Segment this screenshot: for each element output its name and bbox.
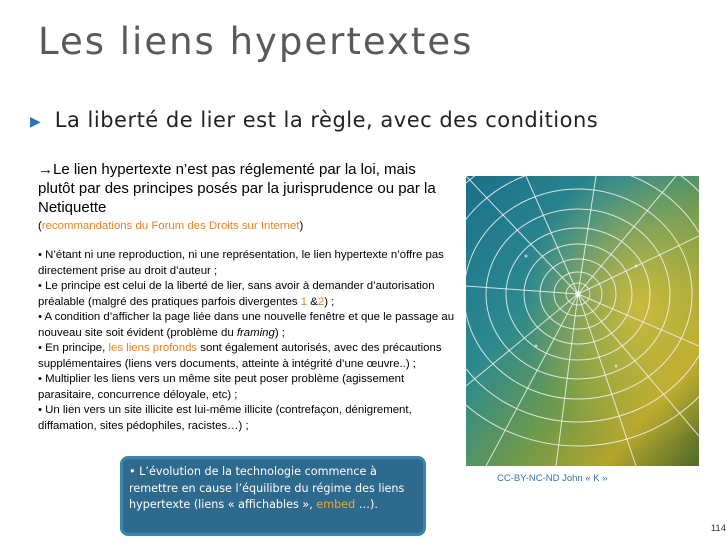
example-link-2[interactable]: 2 — [317, 295, 325, 308]
list-item: • Multiplier les liens vers un même site peut poser problème (agissement parasitaire, concurrence déloyale, etc) ; — [38, 373, 405, 401]
image-credit: CC-BY-NC-ND John « K » — [497, 473, 608, 484]
list-item — [38, 279, 463, 310]
deep-links-link[interactable]: les liens profonds — [108, 342, 198, 354]
embed-link[interactable]: embed — [316, 498, 356, 511]
list-item-text: • A condition d’afficher la page liée dans une nouvelle fenêtre et que le passage au nouveau site soit évident (problème du — [38, 311, 455, 339]
list-item — [38, 310, 463, 341]
paren-close: ) — [299, 220, 304, 232]
example-link-1[interactable]: 1 — [300, 295, 308, 308]
callout-text-end: …). — [355, 498, 378, 511]
technology-callout-box — [120, 456, 426, 536]
list-item — [38, 341, 463, 372]
intro-paragraph — [38, 160, 438, 234]
main-bullet — [30, 108, 598, 132]
slide-title: Les liens hypertextes — [38, 20, 474, 63]
bullet-triangle-icon: ▶ — [30, 112, 41, 129]
list-item: • N’étant ni une reproduction, ni une représentation, le lien hypertexte n’offre pas directement prise au droit d’auteur ; — [38, 249, 444, 277]
paren-open: ( — [38, 220, 42, 232]
list-item-text: ) ; — [324, 295, 335, 308]
ampersand: & — [307, 295, 318, 308]
list-item-text: ) ; — [274, 326, 285, 339]
framing-term: framing — [236, 326, 275, 339]
rules-list — [38, 248, 463, 434]
intro-text: Le lien hypertexte n’est pas réglementé par la loi, mais plutôt par des principes posés par la jurisprudence ou par la Netiquette — [38, 161, 436, 216]
arrow-icon: → — [38, 161, 53, 178]
list-item-text: sont également autorisés, avec des précautions supplémentaires (liens vers documents, atteinte à intégrité d’une œuvre..) ; — [38, 342, 442, 370]
page-number: 114 — [710, 523, 726, 534]
forum-recommendations-link[interactable]: recommandations du Forum des Droits sur Internet — [41, 220, 300, 232]
callout-text: • L’évolution de la technologie commence à remettre en cause l’équilibre du régime des liens hypertexte (liens « affichables », — [129, 465, 405, 511]
list-item-text: • Le principe est celui de la liberté de lier, sans avoir à demander d’autorisation préalable (malgré des pratiques parfois divergentes — [38, 280, 435, 308]
list-item: • Un lien vers un site illicite est lui-même illicite (contrefaçon, dénigrement, diffamation, sites pédophiles, racistes…) ; — [38, 404, 412, 432]
spider-web-photo — [466, 176, 699, 466]
main-bullet-text: La liberté de lier est la règle, avec des conditions — [54, 108, 599, 132]
list-item-text: • En principe, — [38, 342, 109, 354]
